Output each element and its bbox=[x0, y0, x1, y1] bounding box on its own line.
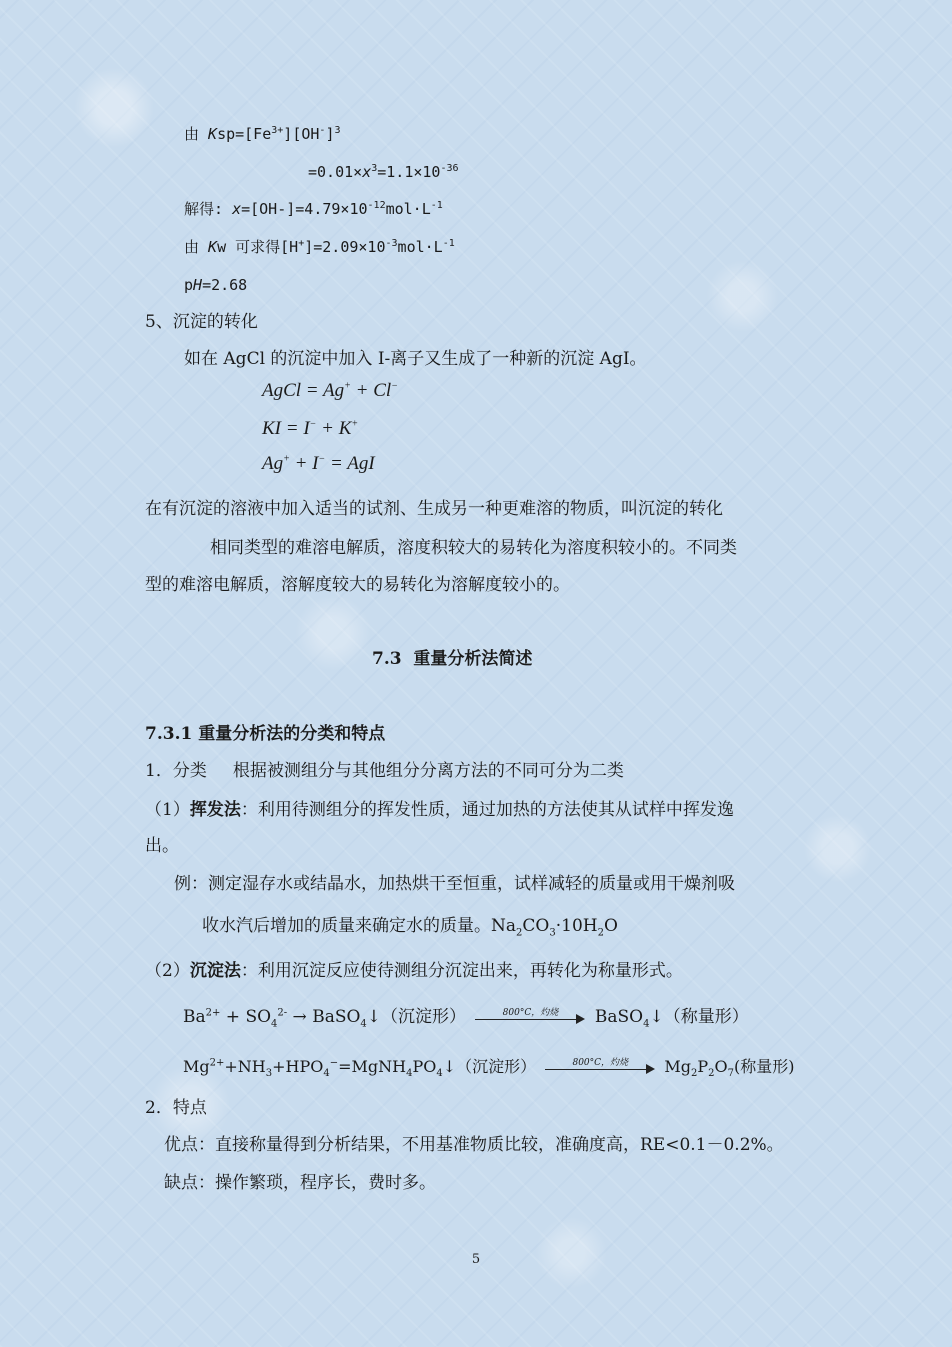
subsection-title: 7.3.1 重量分析法的分类和特点 bbox=[145, 724, 386, 744]
paragraph-line-1: 在有沉淀的溶液中加入适当的试剂、生成另一种更难溶的物质，叫沉淀的转化 bbox=[145, 499, 723, 519]
method-volatilization: （1）挥发法：利用待测组分的挥发性质，通过加热的方法使其从试样中挥发逸 bbox=[145, 800, 734, 820]
paragraph-line-3: 型的难溶电解质，溶解度较大的易转化为溶解度较小的。 bbox=[145, 575, 570, 595]
advantages-line: 优点：直接称量得到分析结果，不用基准物质比较，准确度高，RE<0.1－0.2%。 bbox=[164, 1135, 784, 1155]
page-number: 5 bbox=[471, 1252, 481, 1267]
ksp-expression: 由 $Ksp=[Fe^{3+}][OH^-]^3$ bbox=[184, 125, 341, 143]
method-volatilization-cont: 出。 bbox=[145, 836, 179, 856]
section-5-intro: 如在 AgCl 的沉淀中加入 I-离子又生成了一种新的沉淀 AgI。 bbox=[184, 349, 647, 369]
equation-agi: Ag+ + I− = AgI bbox=[262, 453, 375, 474]
kw-line: 由 Kw 可求得$[H^+]=2.09\times 10^{-3}mol\cdot L^{-1}$ bbox=[184, 238, 455, 256]
example-line-2: 收水汽后增加的质量来确定水的质量。$Na_2CO_3\cdot 10H_2O$ bbox=[202, 916, 618, 939]
reaction-arrow: 800°C，灼烧 bbox=[475, 1008, 585, 1028]
reaction-barium: $Ba^{2+} + SO_4^{2-}$ → BaSO$_4$↓（沉淀形） 800°C，灼烧 BaSO$_4$↓（称量形） bbox=[183, 1007, 749, 1030]
ph-line: pH=2.68 bbox=[184, 276, 248, 294]
section-5-title: 5、沉淀的转化 bbox=[145, 312, 258, 332]
method-precipitation: （2）沉淀法：利用沉淀反应使待测组分沉淀出来，再转化为称量形式。 bbox=[145, 961, 683, 981]
equation-ki: KI = I− + K+ bbox=[262, 418, 359, 439]
classification-line: 1．分类 根据被测组分与其他组分分离方法的不同可分为二类 bbox=[145, 761, 624, 781]
calc-line: $=0.01\times x^3=1.1\times 10^{-36}$ bbox=[308, 163, 459, 181]
solve-line: 解得: $x=[OH-]=4.79\times 10^{-12}mol\cdot L^{-1}$ bbox=[184, 200, 443, 218]
disadvantages-line: 缺点：操作繁琐，程序长，费时多。 bbox=[164, 1173, 436, 1193]
section-title: 7.3 重量分析法简述 bbox=[372, 649, 533, 669]
reaction-magnesium: $Mg^{2+}+NH_3+HPO_4^-=MgNH_4PO_4↓$（沉淀形） 800°C，灼烧 $Mg_2P_2O_7$(称量形) bbox=[183, 1057, 795, 1080]
features-title: 2．特点 bbox=[145, 1098, 207, 1118]
equation-agcl: AgCl = Ag+ + Cl− bbox=[262, 380, 398, 401]
paragraph-line-2: 相同类型的难溶电解质，溶度积较大的易转化为溶度积较小的。不同类 bbox=[210, 538, 737, 558]
reaction-arrow: 800°C，灼烧 bbox=[545, 1058, 655, 1078]
example-line-1: 例：测定湿存水或结晶水，加热烘干至恒重，试样减轻的质量或用干燥剂吸 bbox=[174, 874, 735, 894]
